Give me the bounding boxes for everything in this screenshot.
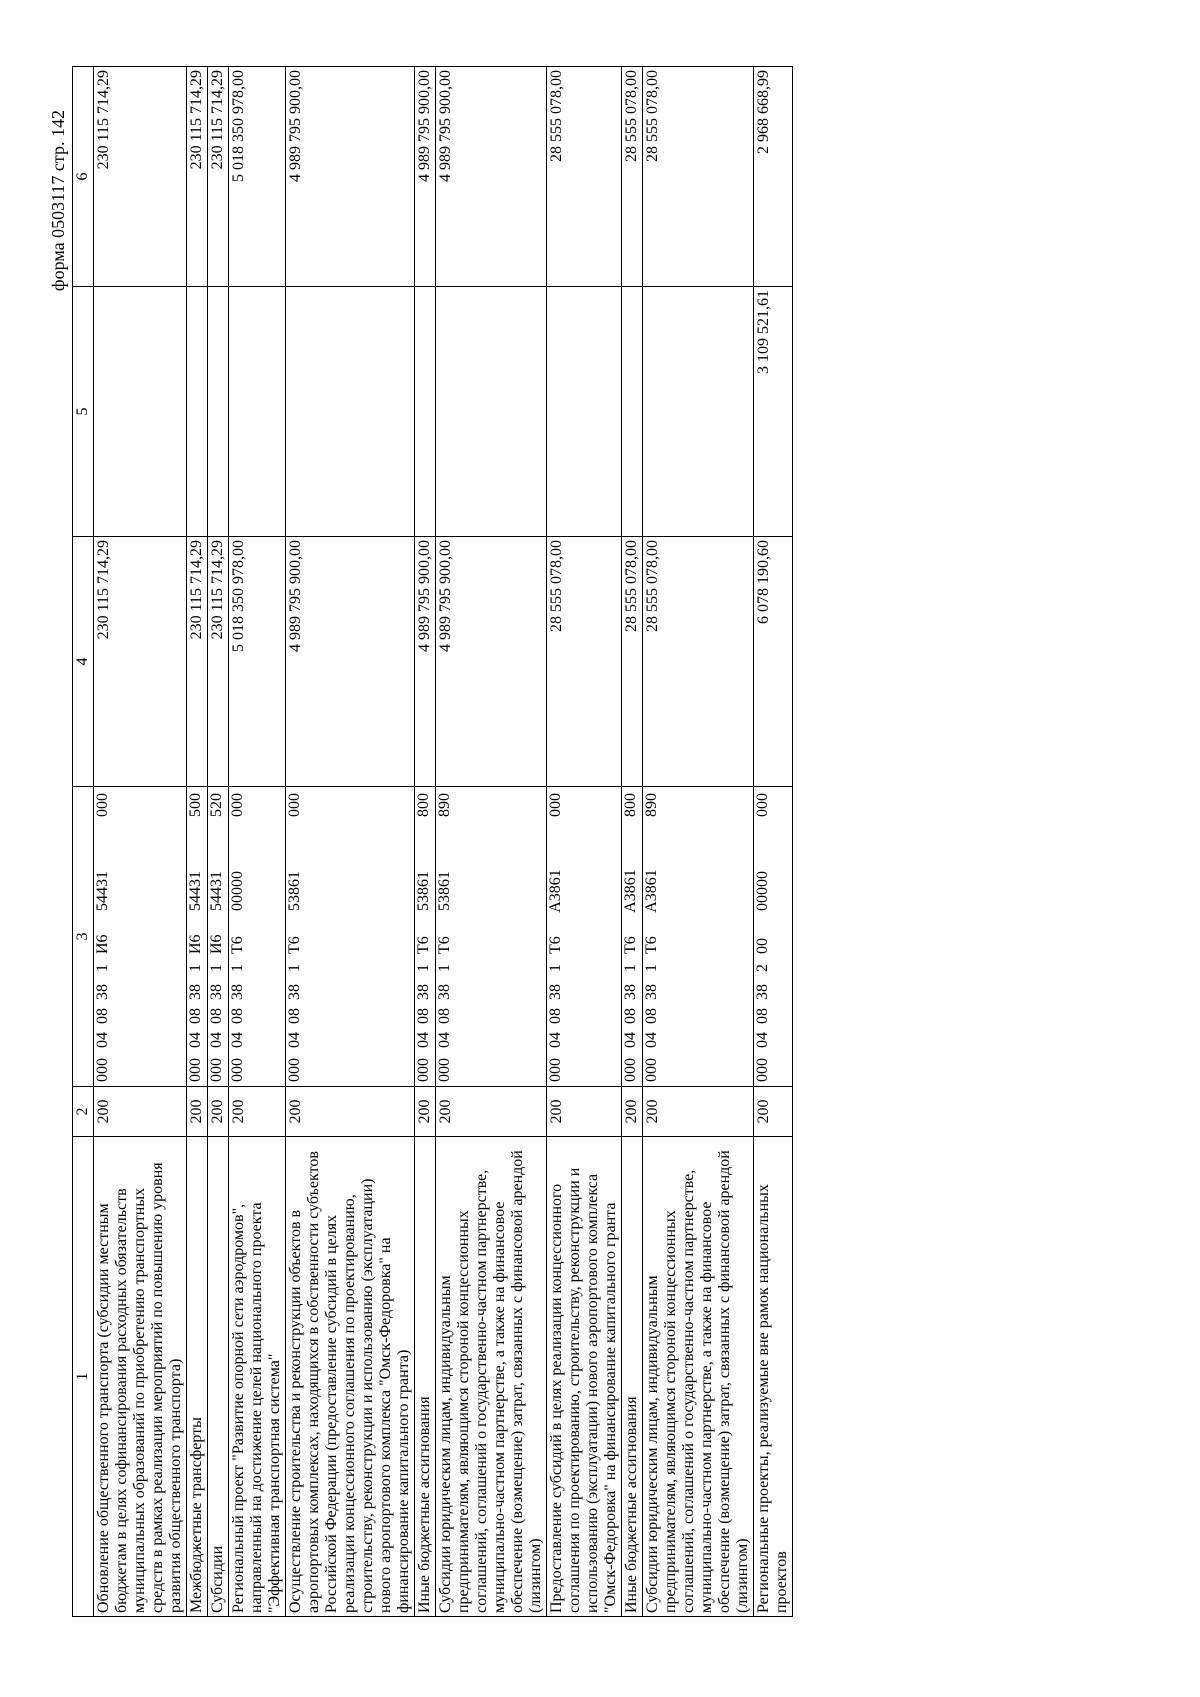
code-part: 000 — [436, 1058, 453, 1082]
code-part: 520 — [208, 793, 225, 817]
code-part: 38 — [436, 984, 453, 1000]
code-part: 04 — [94, 1032, 111, 1048]
remaining-amount: 28 555 078,00 — [547, 67, 622, 287]
line-code: 200 — [547, 1087, 622, 1137]
table-row — [229, 67, 286, 1617]
code-part: И6 — [94, 934, 111, 954]
line-code: 200 — [94, 1087, 187, 1137]
code-part: 38 — [622, 984, 639, 1000]
code-part: 800 — [622, 793, 639, 817]
column-header: 3 — [73, 787, 94, 1087]
code-part: 2 — [754, 964, 771, 972]
row-name: Субсидии юридическим лицам, индивидуальным предпринимателям, являющимся стороной концессионных соглашений, соглашений о государственно-частном партнерстве, муниципально-частном партнерстве, а также на финансовое обеспечение (возмещение) затрат, связанных с финансовой арендой (лизингом) — [643, 1137, 754, 1617]
executed-amount — [622, 287, 643, 537]
remaining-amount: 2 968 668,99 — [754, 67, 793, 287]
code-part: 54431 — [94, 871, 111, 911]
line-code: 200 — [415, 1087, 436, 1137]
code-part: 04 — [436, 1032, 453, 1048]
code-part: 1 — [286, 964, 303, 972]
executed-amount — [94, 287, 187, 537]
code-part: 500 — [187, 793, 204, 817]
code-part: 54431 — [187, 871, 204, 911]
table-row — [436, 67, 547, 1617]
table-row — [754, 67, 793, 1617]
row-name: Обновление общественного транспорта (субсидии местным бюджетам в целях софинансирования расходных обязательств муниципальных образований по приобретению транспортных средств в рамках реализации мероприятий по повышению уровня развития общественного транспорта) — [94, 1137, 187, 1617]
approved-amount: 28 555 078,00 — [643, 537, 754, 787]
code-part: А3861 — [547, 869, 564, 913]
code-part: 000 — [94, 793, 111, 817]
approved-amount: 28 555 078,00 — [622, 537, 643, 787]
code-part: 04 — [187, 1032, 204, 1048]
code-part: 38 — [415, 984, 432, 1000]
remaining-amount: 230 115 714,29 — [94, 67, 187, 287]
code-part: 38 — [643, 984, 660, 1000]
column-number-row — [73, 67, 94, 1617]
code-part: 04 — [754, 1032, 771, 1048]
code-part: 04 — [622, 1032, 639, 1048]
remaining-amount: 28 555 078,00 — [622, 67, 643, 287]
remaining-amount: 230 115 714,29 — [187, 67, 208, 287]
row-name: Осуществление строительства и реконструкции объектов в аэропортовых комплексах, находящихся в собственности субъектов Российской Федерации (предоставление субсидий в целях реализации концессионного соглашения по проектированию, строительству, реконструкции и использованию (эксплуатации) нового аэропортового комплекса "Омск-Федоровка" на финансирование капитального гранта) — [286, 1137, 415, 1617]
code-part: 800 — [415, 793, 432, 817]
row-name: Иные бюджетные ассигнования — [622, 1137, 643, 1617]
code-part: 000 — [229, 1058, 246, 1082]
approved-amount: 4 989 795 900,00 — [415, 537, 436, 787]
code-part: 04 — [643, 1032, 660, 1048]
budget-classification-code — [643, 787, 754, 1087]
approved-amount: 230 115 714,29 — [94, 537, 187, 787]
code-part: 1 — [547, 964, 564, 972]
code-part: 53861 — [436, 871, 453, 911]
remaining-amount: 28 555 078,00 — [643, 67, 754, 287]
row-name: Региональные проекты, реализуемые вне рамок национальных проектов — [754, 1137, 793, 1617]
line-code: 200 — [436, 1087, 547, 1137]
approved-amount: 230 115 714,29 — [208, 537, 229, 787]
code-part: 000 — [187, 1058, 204, 1082]
row-name: Иные бюджетные ассигнования — [415, 1137, 436, 1617]
code-part: 000 — [208, 1058, 225, 1082]
executed-amount — [547, 287, 622, 537]
code-part: И6 — [187, 934, 204, 954]
code-part: 08 — [94, 1008, 111, 1024]
budget-classification-code — [208, 787, 229, 1087]
code-part: 04 — [547, 1032, 564, 1048]
column-header: 6 — [73, 67, 94, 287]
table-row — [94, 67, 187, 1617]
code-part: 000 — [754, 1058, 771, 1082]
code-part: 000 — [622, 1058, 639, 1082]
code-part: 08 — [187, 1008, 204, 1024]
table-row — [208, 67, 229, 1617]
form-reference: форма 0503117 стр. 142 — [48, 110, 68, 292]
code-part: Т6 — [547, 936, 564, 954]
executed-amount — [208, 287, 229, 537]
code-part: 08 — [229, 1008, 246, 1024]
table-row — [415, 67, 436, 1617]
code-part: Т6 — [436, 936, 453, 954]
approved-amount: 230 115 714,29 — [187, 537, 208, 787]
code-part: 54431 — [208, 871, 225, 911]
line-code: 200 — [229, 1087, 286, 1137]
code-part: 000 — [229, 793, 246, 817]
code-part: 000 — [286, 793, 303, 817]
row-name: Межбюджетные трансферты — [187, 1137, 208, 1617]
budget-classification-code — [754, 787, 793, 1087]
code-part: 04 — [415, 1032, 432, 1048]
executed-amount — [415, 287, 436, 537]
column-header: 1 — [73, 1137, 94, 1617]
executed-amount — [643, 287, 754, 537]
code-part: А3861 — [622, 869, 639, 913]
code-part: 000 — [547, 1058, 564, 1082]
code-part: 890 — [643, 793, 660, 817]
budget-classification-code — [187, 787, 208, 1087]
budget-classification-code — [415, 787, 436, 1087]
remaining-amount: 5 018 350 978,00 — [229, 67, 286, 287]
code-part: 1 — [229, 964, 246, 972]
code-part: Т6 — [415, 936, 432, 954]
code-part: 000 — [547, 793, 564, 817]
code-part: 08 — [643, 1008, 660, 1024]
column-header: 4 — [73, 537, 94, 787]
code-part: 000 — [286, 1058, 303, 1082]
budget-classification-code — [436, 787, 547, 1087]
code-part: 08 — [415, 1008, 432, 1024]
approved-amount: 4 989 795 900,00 — [436, 537, 547, 787]
code-part: 38 — [94, 984, 111, 1000]
line-code: 200 — [754, 1087, 793, 1137]
code-part: 000 — [94, 1058, 111, 1082]
code-part: 08 — [547, 1008, 564, 1024]
code-part: И6 — [208, 934, 225, 954]
code-part: 000 — [754, 793, 771, 817]
code-part: 08 — [286, 1008, 303, 1024]
line-code: 200 — [208, 1087, 229, 1137]
code-part: 00000 — [229, 871, 246, 911]
code-part: 890 — [436, 793, 453, 817]
column-header: 5 — [73, 287, 94, 537]
code-part: 00 — [754, 938, 771, 954]
code-part: 1 — [643, 964, 660, 972]
executed-amount — [187, 287, 208, 537]
code-part: 000 — [415, 1058, 432, 1082]
row-name: Предоставление субсидий в целях реализации концессионного соглашения по проектированию, строительству, реконструкции и использованию (эксплуатации) нового аэропортового комплекса "Омск-Федоровка" на финансирование капитального гранта — [547, 1137, 622, 1617]
code-part: 53861 — [286, 871, 303, 911]
code-part: 04 — [208, 1032, 225, 1048]
code-part: 000 — [643, 1058, 660, 1082]
column-header: 2 — [73, 1087, 94, 1137]
budget-classification-code — [94, 787, 187, 1087]
row-name: Субсидии — [208, 1137, 229, 1617]
executed-amount: 3 109 521,61 — [754, 287, 793, 537]
code-part: 1 — [415, 964, 432, 972]
table-row — [286, 67, 415, 1617]
code-part: 1 — [94, 964, 111, 972]
approved-amount: 5 018 350 978,00 — [229, 537, 286, 787]
code-part: 38 — [286, 984, 303, 1000]
remaining-amount: 4 989 795 900,00 — [415, 67, 436, 287]
budget-classification-code — [622, 787, 643, 1087]
code-part: 08 — [622, 1008, 639, 1024]
code-part: 04 — [286, 1032, 303, 1048]
code-part: Т6 — [622, 936, 639, 954]
budget-classification-code — [229, 787, 286, 1087]
table-row — [622, 67, 643, 1617]
table-row — [643, 67, 754, 1617]
line-code: 200 — [622, 1087, 643, 1137]
code-part: 38 — [547, 984, 564, 1000]
approved-amount: 28 555 078,00 — [547, 537, 622, 787]
code-part: 38 — [187, 984, 204, 1000]
row-name: Региональный проект "Развитие опорной сети аэродромов", направленный на достижение целей национального проекта "Эффективная транспортная система" — [229, 1137, 286, 1617]
budget-classification-code — [286, 787, 415, 1087]
code-part: 38 — [208, 984, 225, 1000]
line-code: 200 — [187, 1087, 208, 1137]
row-name: Субсидии юридическим лицам, индивидуальным предпринимателям, являющимся стороной концессионных соглашений, соглашений о государственно-частном партнерстве, муниципально-частном партнерстве, а также на финансовое обеспечение (возмещение) затрат, связанных с финансовой арендой (лизингом) — [436, 1137, 547, 1617]
approved-amount: 6 078 190,60 — [754, 537, 793, 787]
code-part: Т6 — [229, 936, 246, 954]
code-part: 1 — [622, 964, 639, 972]
line-code: 200 — [286, 1087, 415, 1137]
executed-amount — [286, 287, 415, 537]
code-part: 08 — [436, 1008, 453, 1024]
executed-amount — [436, 287, 547, 537]
code-part: 08 — [754, 1008, 771, 1024]
code-part: 53861 — [415, 871, 432, 911]
code-part: Т6 — [643, 936, 660, 954]
code-part: А3861 — [643, 869, 660, 913]
table-body — [94, 67, 793, 1617]
executed-amount — [229, 287, 286, 537]
approved-amount: 4 989 795 900,00 — [286, 537, 415, 787]
code-part: 38 — [229, 984, 246, 1000]
remaining-amount: 230 115 714,29 — [208, 67, 229, 287]
code-part: 1 — [208, 964, 225, 972]
code-part: 38 — [754, 984, 771, 1000]
code-part: 1 — [436, 964, 453, 972]
budget-classification-code — [547, 787, 622, 1087]
code-part: Т6 — [286, 936, 303, 954]
table-row — [547, 67, 622, 1617]
remaining-amount: 4 989 795 900,00 — [286, 67, 415, 287]
code-part: 04 — [229, 1032, 246, 1048]
remaining-amount: 4 989 795 900,00 — [436, 67, 547, 287]
budget-execution-table — [72, 66, 793, 1617]
line-code: 200 — [643, 1087, 754, 1137]
code-part: 1 — [187, 964, 204, 972]
table-row — [187, 67, 208, 1617]
code-part: 00000 — [754, 871, 771, 911]
code-part: 08 — [208, 1008, 225, 1024]
